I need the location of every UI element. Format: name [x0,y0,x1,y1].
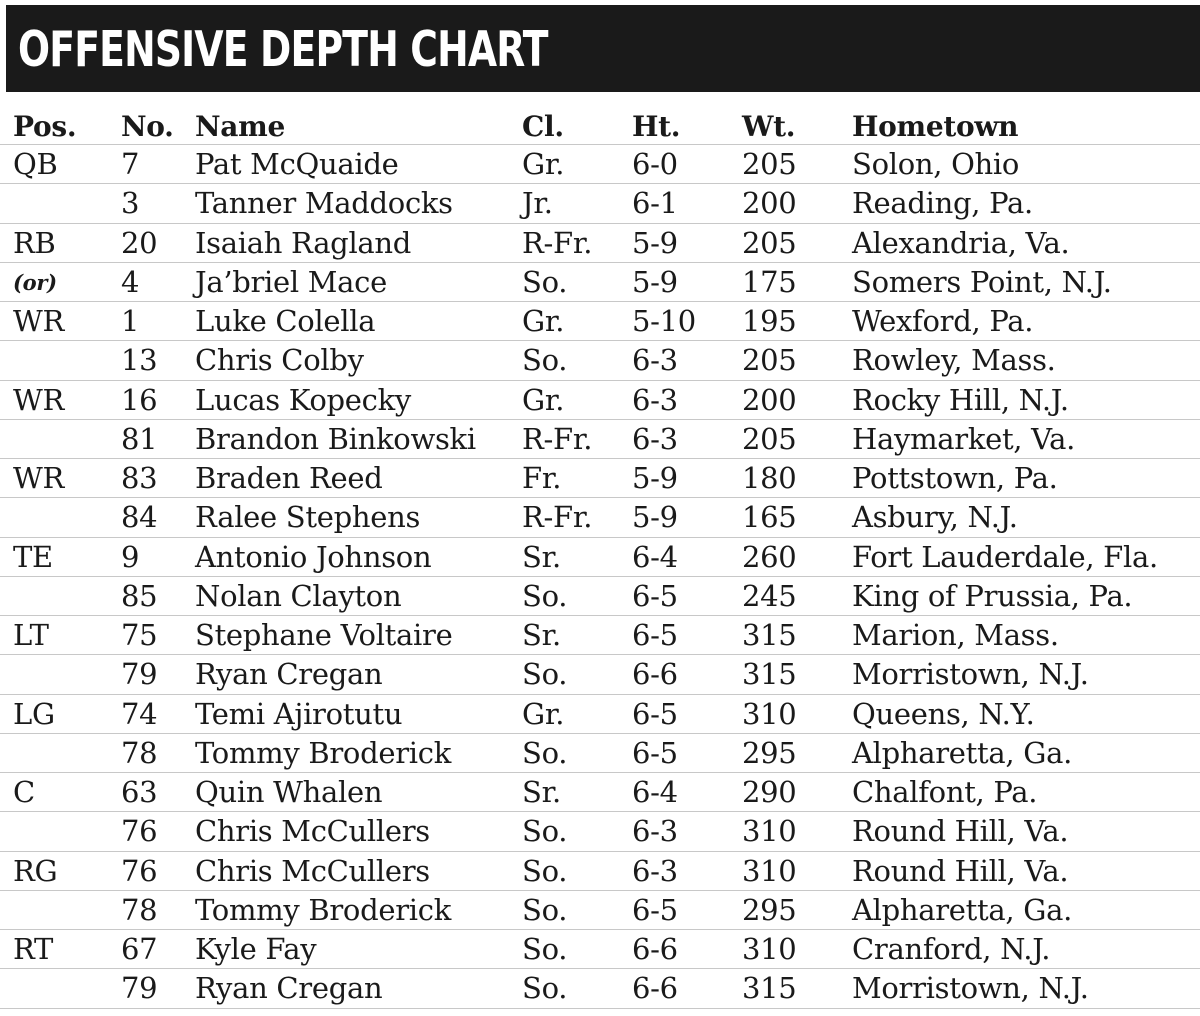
cell-height: 6-3 [632,814,678,849]
table-row [0,655,1200,694]
table-row [0,184,1200,223]
cell-number: 74 [121,696,158,731]
table-row [0,969,1200,1008]
cell-name: Tanner Maddocks [195,186,453,221]
header-weight: Wt. [742,110,796,143]
cell-weight: 310 [742,932,797,966]
cell-height: 5-9 [632,264,678,299]
header-class: Cl. [522,110,564,143]
cell-height: 6-3 [632,382,678,417]
header-name: Name [195,110,285,143]
table-row [0,263,1200,302]
header-pos: Pos. [13,110,77,143]
cell-height: 6-4 [632,775,678,809]
cell-number: 13 [121,343,158,378]
cell-hometown: Morristown, N.J. [852,971,1089,1006]
table-body [0,145,1200,1009]
cell-weight: 315 [742,618,797,652]
cell-weight: 205 [742,421,797,456]
cell-hometown: Alexandria, Va. [852,225,1070,260]
table-row [0,695,1200,734]
cell-number: 63 [121,775,158,809]
cell-hometown: Wexford, Pa. [852,304,1034,338]
cell-pos: RG [13,853,58,888]
header-hometown: Hometown [852,110,1019,143]
table-row [0,420,1200,459]
cell-hometown: Rocky Hill, N.J. [852,382,1069,417]
cell-name: Luke Colella [195,304,376,338]
cell-hometown: Alpharetta, Ga. [852,735,1072,770]
cell-height: 6-5 [632,892,678,927]
cell-name: Chris McCullers [195,853,430,888]
cell-name: Chris Colby [195,343,364,378]
cell-hometown: Round Hill, Va. [852,853,1069,888]
cell-pos: WR [13,382,65,417]
cell-height: 6-5 [632,618,678,652]
cell-number: 75 [121,618,158,652]
cell-class: So. [522,971,568,1006]
table-row [0,812,1200,851]
cell-height: 5-9 [632,225,678,260]
cell-height: 6-1 [632,186,678,221]
cell-weight: 315 [742,971,797,1006]
cell-class: R-Fr. [522,421,593,456]
cell-class: Gr. [522,382,565,417]
table-row [0,734,1200,773]
cell-height: 5-9 [632,461,678,495]
cell-name: Braden Reed [195,461,383,495]
cell-weight: 200 [742,186,797,221]
cell-name: Tommy Broderick [195,892,451,927]
cell-name: Temi Ajirotutu [195,696,403,731]
table-row [0,616,1200,655]
table-row [0,577,1200,616]
page-title: OFFENSIVE DEPTH CHART [18,19,548,78]
cell-hometown: Chalfont, Pa. [852,775,1038,809]
cell-hometown: Fort Lauderdale, Fla. [852,539,1158,574]
cell-class: R-Fr. [522,225,593,260]
cell-class: Gr. [522,147,565,181]
cell-weight: 310 [742,814,797,849]
cell-weight: 200 [742,382,797,417]
cell-pos: LG [13,696,55,731]
cell-name: Nolan Clayton [195,578,402,613]
cell-hometown: Marion, Mass. [852,618,1059,652]
cell-class: Sr. [522,618,561,652]
cell-class: So. [522,853,568,888]
cell-height: 6-6 [632,932,678,966]
cell-hometown: Queens, N.Y. [852,696,1035,731]
header-no: No. [121,110,174,143]
cell-number: 78 [121,735,158,770]
table-row [0,773,1200,812]
cell-number: 78 [121,892,158,927]
cell-hometown: Haymarket, Va. [852,421,1076,456]
cell-name: Antonio Johnson [195,539,432,574]
cell-number: 83 [121,461,158,495]
cell-number: 67 [121,932,158,966]
cell-name: Quin Whalen [195,775,383,809]
cell-class: Gr. [522,696,565,731]
cell-weight: 310 [742,853,797,888]
cell-weight: 295 [742,735,797,770]
cell-height: 6-3 [632,421,678,456]
cell-number: 1 [121,304,140,338]
cell-pos: C [13,775,35,809]
depth-chart-table [0,107,1200,1009]
cell-name: Stephane Voltaire [195,618,453,652]
cell-weight: 165 [742,500,797,535]
cell-hometown: King of Prussia, Pa. [852,578,1133,613]
cell-weight: 175 [742,264,797,299]
cell-name: Chris McCullers [195,814,430,849]
cell-pos: WR [13,461,65,495]
cell-height: 6-5 [632,735,678,770]
cell-height: 6-6 [632,971,678,1006]
cell-number: 4 [121,264,140,299]
cell-class: Gr. [522,304,565,338]
cell-name: Isaiah Ragland [195,225,412,260]
cell-pos: LT [13,618,49,652]
cell-number: 81 [121,421,158,456]
cell-hometown: Cranford, N.J. [852,932,1051,966]
cell-name: Ryan Cregan [195,657,383,692]
cell-pos: RB [13,225,56,260]
cell-class: So. [522,578,568,613]
table-row [0,498,1200,537]
table-row [0,930,1200,969]
cell-class: So. [522,343,568,378]
cell-name: Ja’briel Mace [195,264,387,299]
cell-hometown: Morristown, N.J. [852,657,1089,692]
cell-height: 5-10 [632,304,696,338]
cell-pos: RT [13,932,54,966]
cell-class: Fr. [522,461,562,495]
cell-height: 6-5 [632,696,678,731]
cell-pos: TE [13,539,53,574]
cell-class: So. [522,657,568,692]
cell-number: 76 [121,853,158,888]
cell-weight: 195 [742,304,797,338]
cell-number: 76 [121,814,158,849]
cell-pos: (or) [13,269,57,295]
table-row [0,381,1200,420]
cell-hometown: Reading, Pa. [852,186,1033,221]
cell-class: Sr. [522,775,561,809]
cell-weight: 180 [742,461,797,495]
table-header-row [0,107,1200,145]
title-bar [6,5,1200,92]
table-row [0,302,1200,341]
cell-number: 85 [121,578,158,613]
cell-weight: 205 [742,343,797,378]
cell-class: Sr. [522,539,561,574]
cell-name: Kyle Fay [195,932,317,966]
cell-class: So. [522,892,568,927]
cell-name: Lucas Kopecky [195,382,411,417]
cell-height: 6-5 [632,578,678,613]
cell-name: Tommy Broderick [195,735,451,770]
cell-hometown: Alpharetta, Ga. [852,892,1072,927]
cell-weight: 205 [742,147,797,181]
cell-pos: QB [13,147,58,181]
cell-hometown: Pottstown, Pa. [852,461,1058,495]
cell-height: 6-3 [632,343,678,378]
cell-height: 6-6 [632,657,678,692]
table-row [0,459,1200,498]
cell-name: Ryan Cregan [195,971,383,1006]
cell-weight: 290 [742,775,797,809]
cell-class: So. [522,264,568,299]
cell-hometown: Rowley, Mass. [852,343,1056,378]
cell-class: So. [522,814,568,849]
cell-number: 79 [121,971,158,1006]
cell-height: 5-9 [632,500,678,535]
cell-class: So. [522,932,568,966]
cell-weight: 310 [742,696,797,731]
cell-weight: 295 [742,892,797,927]
cell-class: So. [522,735,568,770]
cell-name: Pat McQuaide [195,147,399,181]
cell-number: 9 [121,539,140,574]
cell-height: 6-4 [632,539,678,574]
cell-pos: WR [13,304,65,338]
cell-class: R-Fr. [522,500,593,535]
cell-number: 20 [121,225,158,260]
table-row [0,538,1200,577]
cell-hometown: Somers Point, N.J. [852,264,1112,299]
cell-number: 3 [121,186,140,221]
table-row [0,852,1200,891]
cell-weight: 315 [742,657,797,692]
cell-weight: 245 [742,578,797,613]
cell-weight: 205 [742,225,797,260]
table-row [0,341,1200,380]
cell-number: 7 [121,147,140,181]
cell-height: 6-0 [632,147,678,181]
cell-hometown: Solon, Ohio [852,147,1020,181]
cell-hometown: Asbury, N.J. [852,500,1018,535]
cell-height: 6-3 [632,853,678,888]
cell-weight: 260 [742,539,797,574]
table-row [0,891,1200,930]
table-row [0,224,1200,263]
cell-class: Jr. [522,186,553,221]
cell-number: 79 [121,657,158,692]
table-row [0,145,1200,184]
header-height: Ht. [632,110,681,143]
cell-name: Ralee Stephens [195,500,421,535]
cell-hometown: Round Hill, Va. [852,814,1069,849]
cell-number: 84 [121,500,158,535]
cell-name: Brandon Binkowski [195,421,476,456]
cell-number: 16 [121,382,158,417]
